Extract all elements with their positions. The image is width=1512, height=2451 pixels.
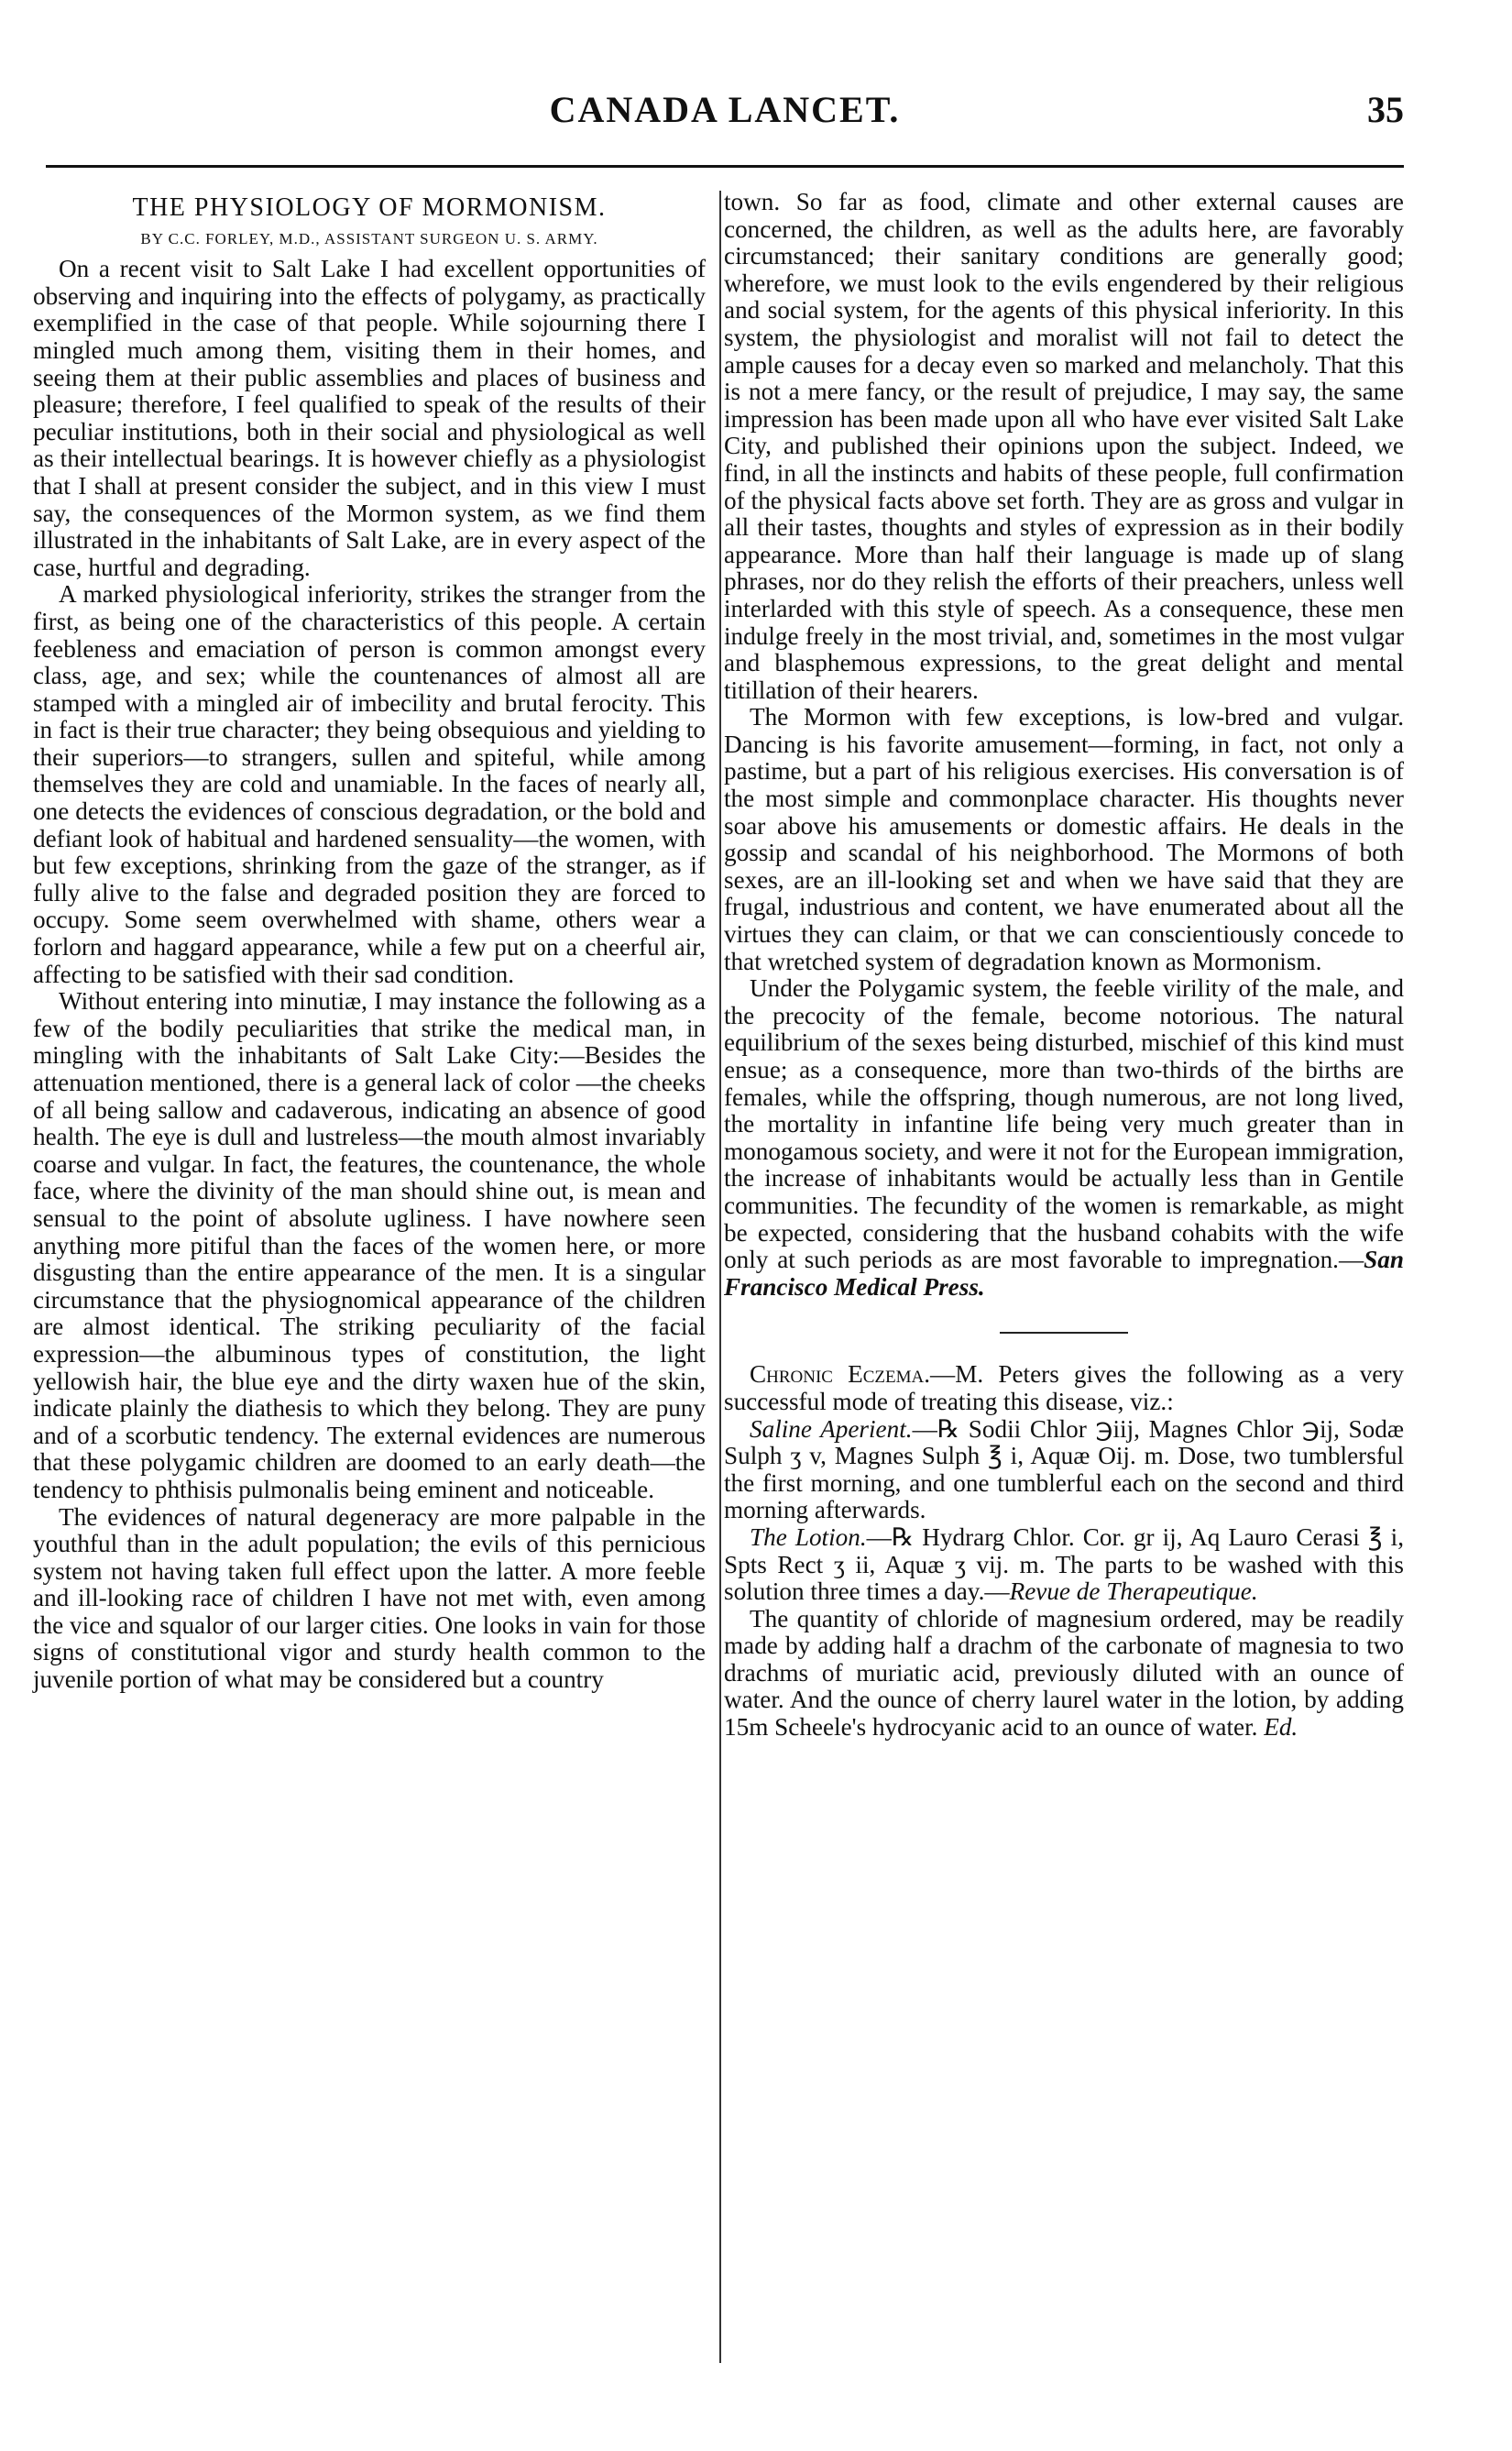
header-rule [46, 165, 1404, 168]
note-paragraph [724, 1606, 1404, 1742]
right-column [724, 189, 1404, 1742]
prescription-1-text: —℞ Sodii Chlor ℈iij, Magnes Chlor ℈ij, Sodæ Sulph ʒ v, Magnes Sulph ℥ i, Aquæ Oij. m. Dose, two tumblersful the first morning, and one tumblerful each on the second and third morning afterwards. [724, 1414, 1404, 1524]
prescription-2-name: The Lotion. [750, 1522, 867, 1551]
note-paragraph-text: The quantity of chloride of magnesium ordered, may be readily made by adding half a drachm of the carbonate of magnesia to two drachms of muriatic acid, previously diluted with an ounce of water. And the ounce of cherry laurel water in the lotion, by adding 15m Scheele's hydrocyanic acid to an ounce of water. [724, 1604, 1404, 1742]
article-byline: BY C.C. FORLEY, M.D., ASSISTANT SURGEON U. S. ARMY. [140, 229, 598, 247]
note-intro-text: —M. Peters gives the following as a very successful mode of treating this disease, viz.: [724, 1360, 1405, 1415]
column-divider [719, 191, 721, 2363]
page-header [46, 88, 1404, 143]
article-paragraph: On a recent visit to Salt Lake I had excellent opportunities of observing and inquiring into the effects of polygamy, as practically exemplified in the case of that people. While sojourning there I mingled much among them, visiting them in their homes, and seeing them at their public assemblies and places of business and pleasure; therefore, I feel qualified to speak of the results of their peculiar institutions, both in their social and physiological as well as their intellectual bearings. It is however chiefly as a physiologist that I shall at present consider the subject, and in this view I must say, the consequences of the Mormon system, as we find them illustrated in the inhabitants of Salt Lake, are in every aspect of the case, hurtful and degrading. [33, 255, 706, 581]
article-paragraph-text: Under the Polygamic system, the feeble virility of the male, and the precocity of the female, become notorious. The natural equilibrium of the sexes being disturbed, mischief of this kind must ensue; as a consequence, more than two-thirds of the births are females, while the offspring, though numerous, are not long lived, the mortality in infantine life being very much greater than in monogamous society, and were it not for the European immigration, the increase of inhabitants would be actually less than in Gentile communities. The fecundity of the women is remarkable, as might be expected, considering that the husband cohabits with the wife only at such periods as are most favorable to impregnation.— [724, 974, 1404, 1274]
note-editor: Ed. [1264, 1713, 1298, 1742]
article-continuation: town. So far as food, climate and other external causes are concerned, the children, as well as the adults here, are favorably circumstanced; their sanitary conditions are generally good; wherefore, we must look to the evils engendered by their religious and social system, for the agents of this physical inferiority. In this system, the physiologist and moralist will not fail to detect the ample causes for a decay even so marked and melancholy. That this is not a mere fancy, or the result of prejudice, I may say, the same impression has been made upon all who have ever visited Salt Lake City, and published their opinions upon the subject. Indeed, we find, in all the instincts and habits of these people, full confirmation of the physical facts above set forth. They are as gross and vulgar in all their tastes, thoughts and styles of expression as in their bodily appearance. More than half their language is made up of slang phrases, nor do they relish the efforts of their preachers, unless well interlarded with this style of speech. As a consequence, these men indulge freely in the most trivial, and, sometimes in the most vulgar and blasphemous expressions, to the great delight and mental titillation of their hearers. [724, 188, 1404, 704]
note-intro [724, 1361, 1404, 1415]
note-prescription-2 [724, 1524, 1404, 1606]
article-paragraph: Without entering into minutiæ, I may instance the following as a few of the bodily peculiarities that strike the medical man, in mingling with the inhabitants of Salt Lake City:—Besides the attenuation mentioned, there is a general lack of color —the cheeks of all being sallow and cadaverous, indicating an absence of good health. The eye is dull and lustreless—the mouth almost invariably coarse and vulgar. In fact, the features, the countenance, the whole face, where the divinity of the man should shine out, is mean and sensual to the point of absolute ugliness. I have nowhere seen anything more pitiful than the faces of the women here, or more disgusting than the entire appearance of the men. It is a singular circumstance that the physiognomical appearance of the children are almost identical. The striking peculiarity of the facial expression—the albuminous types of constitution, the light yellowish hair, the blue eye and the dirty waxen hue of the skin, indicate plainly the diathesis to which they belong. They are puny and of a scorbutic tendency. The external evidences are numerous that these polygamic children are doomed to an early death—the tendency to phthisis pulmonalis being eminent and noticeable. [33, 987, 706, 1503]
running-title: CANADA LANCET. [549, 89, 901, 130]
article-title: THE PHYSIOLOGY OF MORMONISM. [132, 193, 607, 222]
section-divider [1000, 1332, 1128, 1334]
page-number: 35 [1367, 89, 1404, 130]
article-paragraph: The evidences of natural degeneracy are more palpable in the youthful than in the adult population; the evils of this pernicious system not having taken full effect upon the latter. A more feeble and ill-looking race of children I have not met with, even among the vice and squalor of our larger cities. One looks in vain for those signs of constitutional vigor and sturdy health common to the juvenile portion of what may be considered but a country [33, 1502, 706, 1694]
article-last-paragraph [724, 975, 1404, 1301]
article-paragraph: A marked physiological inferiority, strikes the stranger from the first, as being one of the characteristics of this people. A certain feebleness and emaciation of person is common amongst every class, age, and sex; while the countenances of almost all are stamped with a mingled air of imbecility and brutal ferocity. This in fact is their true character; they being obsequious and yielding to their superiors—to strangers, sullen and spiteful, while among themselves they are cold and unamiable. In the faces of nearly all, one detects the evidences of conscious degradation, or the bold and defiant look of habitual and hardened sensuality—the women, with but few exceptions, shrinking from the gaze of the stranger, as if fully alive to the false and degraded position they are forced to occupy. Some seem overwhelmed with shame, others wear a forlorn and haggard appearance, while a few put on a cheerful air, affecting to be satisfied with their sad condition. [33, 580, 706, 988]
prescription-1-name: Saline Aperient. [750, 1414, 913, 1443]
note-heading: Chronic Eczema. [750, 1360, 931, 1389]
prescription-2-text: —℞ Hydrarg Chlor. Cor. gr ij, Aq Lauro Cerasi ℥ i, Spts Rect ʒ ii, Aquæ ʒ vij. m. The parts to be washed with this solution three times a day.— [724, 1522, 1404, 1606]
note-prescription-1 [724, 1416, 1404, 1524]
article-paragraph: The Mormon with few exceptions, is low-bred and vulgar. Dancing is his favorite amusement—forming, in fact, not only a pastime, but a part of his religious exercises. His conversation is of the most simple and commonplace character. His thoughts never soar above his amusements or domestic affairs. He deals in the gossip and scandal of his neighborhood. The Mormons of both sexes, are an ill-looking set and when we have said that they are frugal, industrious and content, we have enumerated about all the virtues they can claim, or that we can conscientiously concede to that wretched system of degradation known as Mormonism. [724, 703, 1404, 975]
prescription-2-source: Revue de Therapeutique. [1009, 1577, 1258, 1606]
left-column [33, 189, 706, 1694]
article-attribution: San Francisco Medical Press. [724, 1246, 1404, 1301]
